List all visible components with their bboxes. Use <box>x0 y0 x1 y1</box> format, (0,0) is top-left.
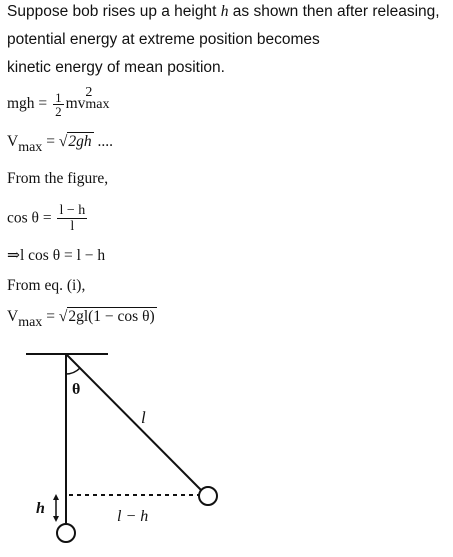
eq2-eq: = <box>42 133 59 150</box>
eq3-frac-num: l − h <box>59 203 86 218</box>
bob-mean <box>57 524 75 542</box>
intro-line-3: kinetic energy of mean position. <box>7 59 225 76</box>
eq5-v: V <box>7 308 19 325</box>
intro-var-h: h <box>220 3 229 20</box>
eq1-subscript: max <box>85 97 110 112</box>
height-label: h <box>36 500 45 517</box>
theta-label: θ <box>72 381 81 398</box>
length-label: l <box>141 408 146 427</box>
eq3-frac-den: l <box>70 219 75 234</box>
height-arrow-head-up <box>53 494 59 500</box>
bob-extreme <box>199 487 217 505</box>
eq1-frac-den: 2 <box>55 103 62 119</box>
l-minus-h-label: l − h <box>117 508 149 525</box>
intro-line-2: potential energy at extreme position becomes <box>7 31 320 48</box>
height-arrow-head-down <box>53 516 59 522</box>
inclined-string <box>66 354 201 490</box>
eq2-radicand: 2gh <box>68 133 92 150</box>
eq3-lhs: cos θ = <box>7 209 56 227</box>
eq1-exponent: 2 <box>85 85 93 100</box>
from-figure-text: From the figure, <box>7 170 109 187</box>
intro-line-1-a: Suppose bob rises up a height <box>7 3 221 20</box>
intro-line-1-b: as shown then after releasing, <box>228 3 440 20</box>
eq2-sqrt-sym: √ <box>58 133 68 150</box>
eq2-tail: .... <box>93 133 113 150</box>
eq5-sub: max <box>18 315 43 330</box>
eq1-mv: mv <box>65 95 86 112</box>
eq2-sub: max <box>18 140 43 155</box>
eq5-radicand: 2gl(1 − cos θ) <box>68 308 155 325</box>
eq1-lhs: mgh = <box>7 95 52 112</box>
equation-l-cos: ⇒l cos θ = l − h <box>7 247 106 264</box>
eq2-v: V <box>7 133 19 150</box>
eq5-eq: = <box>42 308 59 325</box>
eq1-frac-num: 1 <box>55 89 62 105</box>
angle-arc <box>66 368 80 374</box>
from-eq-text: From eq. (i), <box>7 277 86 294</box>
eq5-sqrt-sym: √ <box>58 308 68 325</box>
